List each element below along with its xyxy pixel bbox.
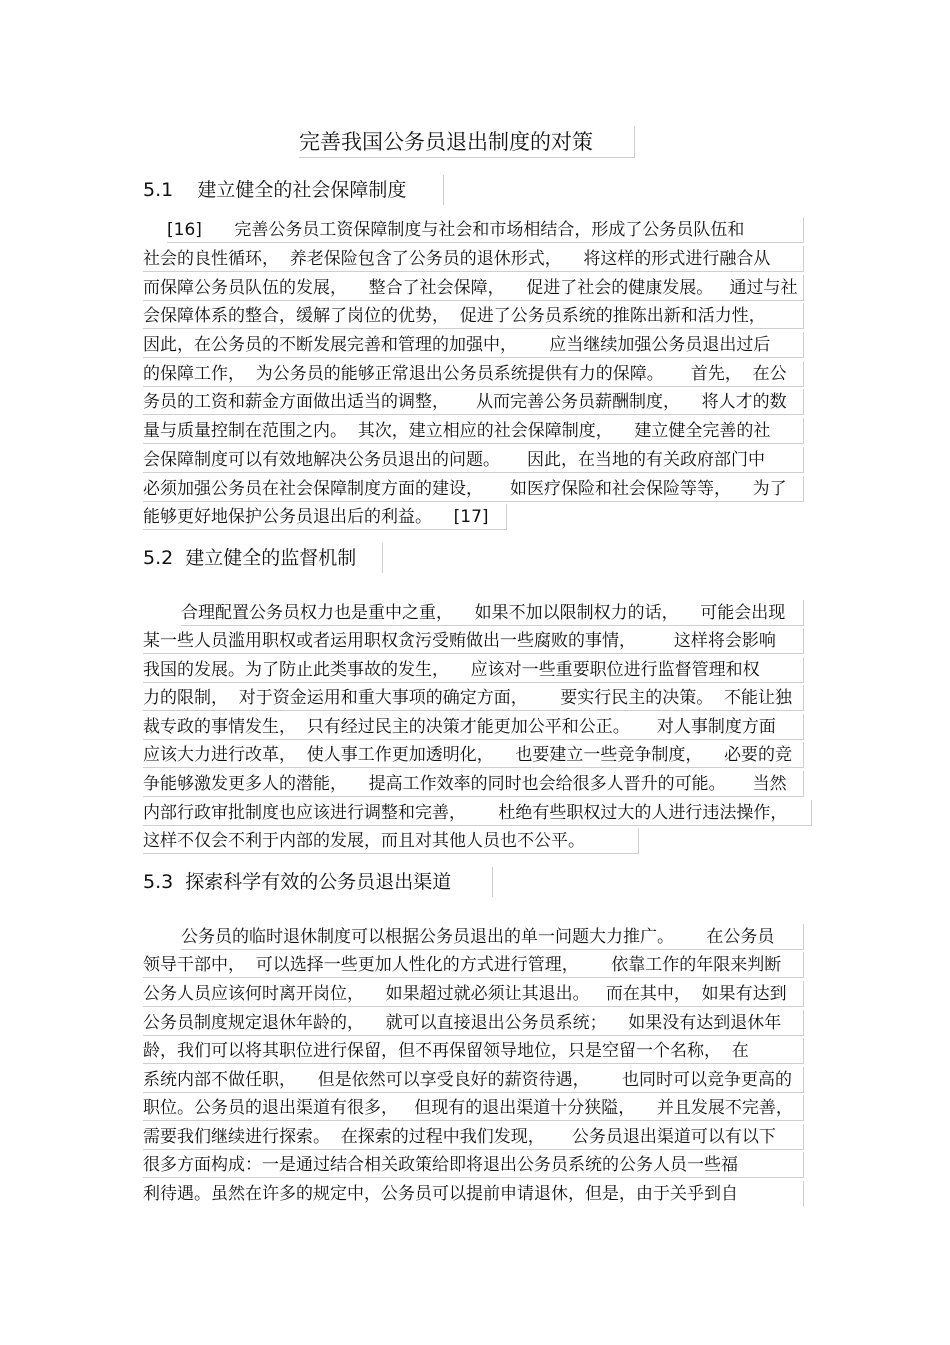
document-title: 完善我国公务员退出制度的对策 <box>299 126 635 158</box>
paragraph-line: 务员的工资和薪金方面做出适当的调整， 从而完善公务员薪酬制度， 将人才的数 <box>143 389 804 415</box>
paragraph-line: 这样不仅会不利于内部的发展，而且对其他人员也不公平。 <box>143 828 639 854</box>
section-heading-5-3: 5.3 探索科学有效的公务员退出渠道 <box>143 867 493 897</box>
paragraph-line: 必须加强公务员在社会保障制度方面的建设， 如医疗保险和社会保险等等， 为了 <box>143 476 804 502</box>
section-heading-5-2: 5.2 建立健全的监督机制 <box>143 543 383 573</box>
paragraph-line: 领导干部中， 可以选择一些更加人性化的方式进行管理， 依靠工作的年限来判断 <box>143 952 804 978</box>
paragraph-line: 社会的良性循环， 养老保险包含了公务员的退休形式， 将这样的形式进行融合从 <box>143 246 804 272</box>
paragraph-line: 因此，在公务员的不断发展完善和管理的加强中， 应当继续加强公务员退出过后 <box>143 332 804 358</box>
paragraph-line: 我国的发展。为了防止此类事故的发生， 应该对一些重要职位进行监督管理和权 <box>143 657 804 683</box>
paragraph-line: 系统内部不做任职， 但是依然可以享受良好的薪资待遇， 也同时可以竞争更高的 <box>143 1067 804 1093</box>
paragraph-line: 职位。公务员的退出渠道有很多， 但现有的退出渠道十分狭隘， 并且发展不完善， <box>143 1095 804 1121</box>
paragraph-line: 会保障体系的整合，缓解了岗位的优势， 促进了公务员系统的推陈出新和活力性， <box>143 303 804 329</box>
paragraph-line: 某一些人员滥用职权或者运用职权贪污受贿做出一些腐败的事情， 这样将会影响 <box>143 628 804 654</box>
paragraph-line: [16] 完善公务员工资保障制度与社会和市场相结合，形成了公务员队伍和 <box>167 217 804 243</box>
paragraph-line: 公务员制度规定退休年龄的， 就可以直接退出公务员系统； 如果没有达到退休年 <box>143 1010 804 1036</box>
paragraph-line: 会保障制度可以有效地解决公务员退出的问题。 因此，在当地的有关政府部门中 <box>143 447 804 473</box>
paragraph-line: 而保障公务员队伍的发展， 整合了社会保障， 促进了社会的健康发展。 通过与社 <box>143 275 804 301</box>
section-heading-5-1: 5.1 建立健全的社会保障制度 <box>143 175 444 205</box>
paragraph-line: 裁专政的事情发生， 只有经过民主的决策才能更加公平和公正。 对人事制度方面 <box>143 714 804 740</box>
paragraph-line: 争能够激发更多人的潜能， 提高工作效率的同时也会给很多人晋升的可能。 当然 <box>143 771 804 797</box>
paragraph-line: 应该大力进行改革， 使人事工作更加透明化， 也要建立一些竞争制度， 必要的竞 <box>143 742 804 768</box>
paragraph-line: 的保障工作， 为公务员的能够正常退出公务员系统提供有力的保障。 首先， 在公 <box>143 361 804 387</box>
paragraph-line: 公务员的临时退休制度可以根据公务员退出的单一问题大力推广。 在公务员 <box>181 924 804 950</box>
paragraph-line: 能够更好地保护公务员退出后的利益。 [17] <box>143 504 507 530</box>
paragraph-line: 需要我们继续进行探索。 在探索的过程中我们发现， 公务员退出渠道可以有以下 <box>143 1124 804 1150</box>
paragraph-line: 很多方面构成：一是通过结合相关政策给即将退出公务员系统的公务人员一些福 <box>143 1152 804 1178</box>
paragraph-line: 量与质量控制在范围之内。 其次，建立相应的社会保障制度， 建立健全完善的社 <box>143 418 804 444</box>
paragraph-line: 内部行政审批制度也应该进行调整和完善， 杜绝有些职权过大的人进行违法操作， <box>143 800 812 826</box>
paragraph-line: 利待遇。虽然在许多的规定中，公务员可以提前申请退休，但是，由于关乎到自 <box>143 1181 804 1207</box>
paragraph-line: 合理配置公务员权力也是重中之重， 如果不加以限制权力的话， 可能会出现 <box>181 600 804 626</box>
paragraph-line: 公务人员应该何时离开岗位， 如果超过就必须让其退出。 而在其中， 如果有达到 <box>143 981 804 1007</box>
paragraph-line: 龄，我们可以将其职位进行保留，但不再保留领导地位，只是空留一个名称， 在 <box>143 1038 804 1064</box>
paragraph-line: 力的限制， 对于资金运用和重大事项的确定方面， 要实行民主的决策。 不能让独 <box>143 685 804 711</box>
